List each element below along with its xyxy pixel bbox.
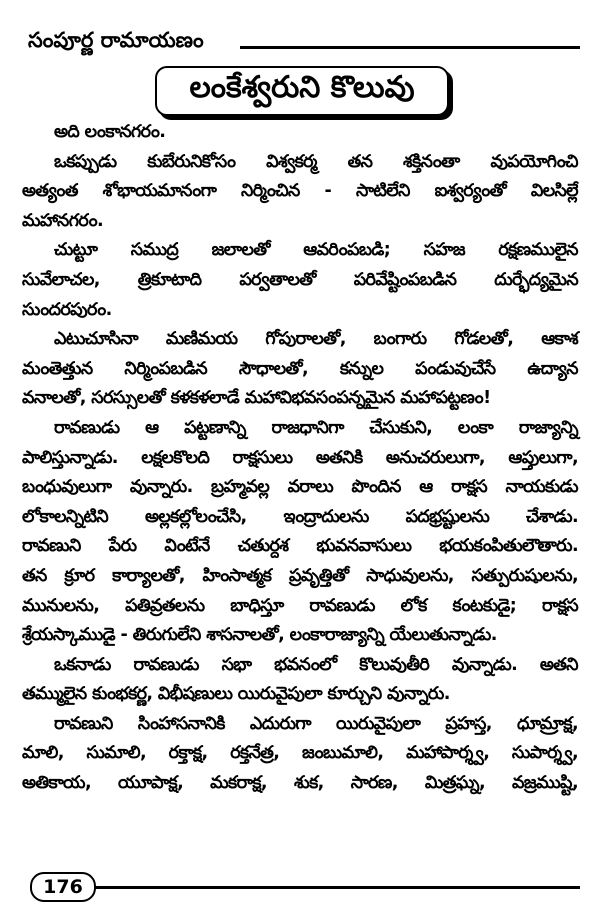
text-line: సువేలాచల, త్రికూటాది పర్వతాలతో పరివేష్టింపబడిన దుర్భేద్యమైన — [22, 269, 578, 290]
text-line: ఎటుచూసినా మణిమయ గోపురాలతో, బంగారు గోడలతో, ఆకాశ — [54, 329, 578, 350]
text-line: చుట్టూ సముద్ర జలాలతో ఆవరింపబడి; సహజ రక్షణములైన — [54, 240, 578, 261]
chapter-title: లంకేశ్వరుని కొలువు — [189, 70, 415, 105]
text-line: రావణుడు ఆ పట్టణాన్ని రాజధానిగా చేసుకుని, లంకా రాజ్యాన్ని — [54, 417, 578, 438]
text-line: అత్యంత శోభాయమానంగా నిర్మించిన - సాటిలేని ఐశ్వర్యంతో విలసిల్లే — [22, 181, 578, 202]
text-line: తమ్ములైన కుంభకర్ణ, విభీషణులు యిరువైపులా కూర్చుని వున్నారు. — [22, 684, 450, 705]
text-line: అది లంకానగరం. — [54, 122, 166, 142]
text-line: ఒకనాడు రావణుడు సభా భవనంలో కొలువుతీరి వున్నాడు. అతని — [54, 654, 578, 675]
running-header-book-title: సంపూర్ణ రామాయణం — [28, 28, 204, 52]
text-line: సుందరపురం. — [22, 299, 112, 320]
chapter-title-box — [155, 66, 449, 116]
text-line: ఒకప్పుడు కుబేరునికోసం విశ్వకర్మ తన శక్తినంతా వుపయోగించి — [54, 151, 578, 172]
footer-rule — [94, 886, 580, 889]
text-line: మహానగరం. — [22, 210, 104, 231]
text-line: లోకాలన్నిటిని అల్లకల్లోలంచేసి, ఇంద్రాదులను పదభ్రష్టులను చేశాడు. — [22, 506, 578, 527]
text-line: మునులను, పతివ్రతలను బాధిస్తూ రావణుడు లోక కంటకుడై; రాక్షస — [22, 595, 578, 616]
text-line: శ్రేయస్కాముడై - తిరుగులేని శాసనాలతో, లంకారాజ్యాన్ని యేలుతున్నాడు. — [22, 625, 497, 646]
text-line: బంధువులుగా వున్నారు. బ్రహ్మవల్ల వరాలు పొందిన ఆ రాక్షస నాయకుడు — [22, 477, 578, 498]
text-line: అతికాయ, యూపాక్ష, మకరాక్ష, శుక, సారణ, మిత్రఘ్న, వజ్రముష్టి, — [22, 773, 578, 794]
body-text — [22, 118, 578, 799]
text-line: పాలిస్తున్నాడు. లక్షలకొలది రాక్షసులు అతనికి అనుచరులుగా, ఆప్తులుగా, — [22, 447, 578, 468]
text-line: తన క్రూర కార్యాలతో, హింసాత్మక ప్రవృత్తితో సాధువులను, సత్పురుషులను, — [22, 565, 578, 586]
text-line: మంతెత్తున నిర్మింపబడిన సౌధాలతో, కన్నుల పండువుచేసే ఉద్యాన — [22, 358, 578, 379]
text-line: రావణుని సింహాసనానికి ఎదురుగా యిరువైపులా ప్రహస్త, ధూమ్రాక్ష, — [54, 713, 578, 734]
page-footer — [30, 872, 580, 902]
text-line: వనాలతో, సరస్సులతో కళకళలాడే మహావిభవసంపన్నమైన మహాపట్టణం! — [22, 388, 491, 409]
text-line: మాలి, సుమాలి, రక్తాక్ష, రక్తనేత్ర, జంబుమాలి, మహాపార్శ్వ, సుపార్శ్వ, — [22, 743, 578, 764]
header-rule — [240, 46, 580, 49]
text-line: రావణుని పేరు వింటేనే చతుర్దశ భువనవాసులు భయకంపితులౌతారు. — [22, 536, 578, 557]
page-number: 176 — [30, 872, 96, 902]
